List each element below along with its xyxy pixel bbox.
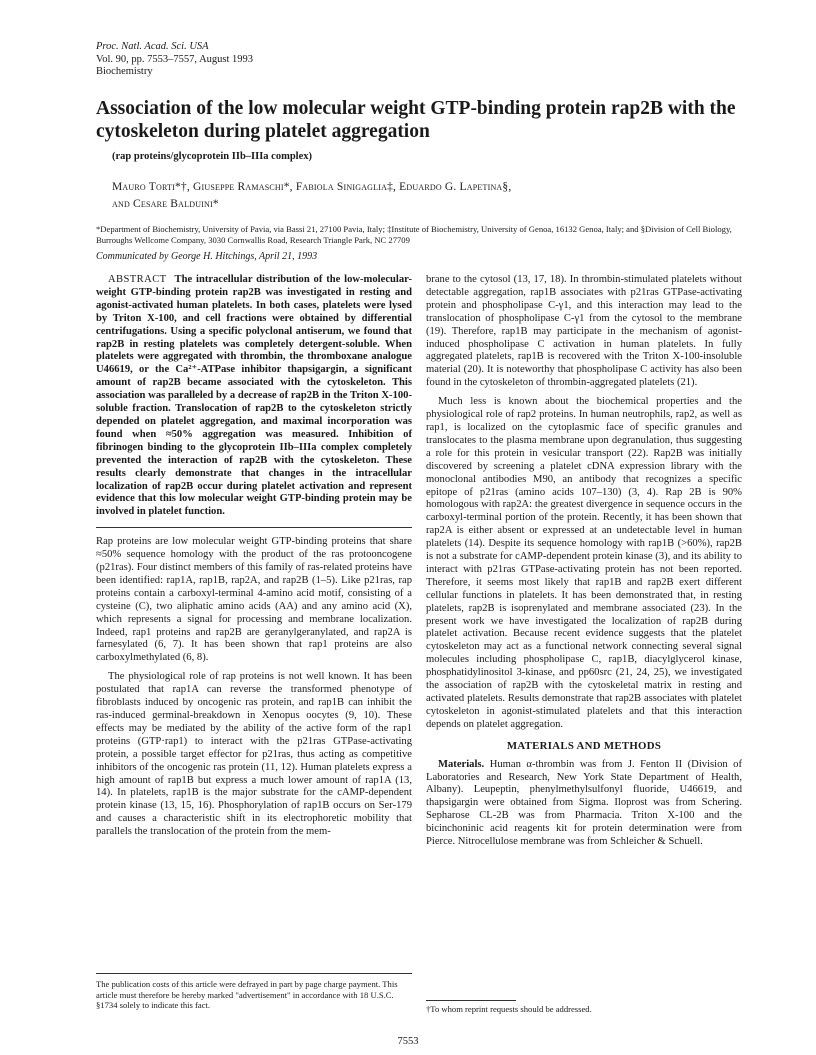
- reprint-footnote-text: †To whom reprint requests should be addressed.: [426, 1004, 592, 1014]
- intro-paragraph-2: The physiological role of rap proteins is not well known. It has been postulated that rap1A can reverse the transformed phenotype of fibroblasts induced by oncogenic ras protein, and rap1B can inhibit the ras-induced germinal-breakdown in Xenopus oocytes (9, 10). These effects may be mediated by the ability of the active form of the rap1 proteins (GTP·rap1) to interact with the p21ras GTPase-activating protein, a possible target effector for p21ras, thus acting as competitive inhibitors of the oncogenic ras protein (11, 12). Human platelets express a high amount of rap1B but express a much lower amount of rap1A (13, 14). In platelets, rap1B is the major substrate for the cAMP-dependent protein kinase (13, 15, 16). Phosphorylation of rap1B occurs on Ser-179 and causes a characteristic shift in its electrophoretic mobility that parallels the translocation of the protein from the mem-: [96, 671, 412, 838]
- page-number: 7553: [397, 1036, 419, 1047]
- abstract: [96, 274, 412, 519]
- publication-cost-text: The publication costs of this article were defrayed in part by page charge payment. This article must therefore be hereby marked "advertisement" in accordance with 18 U.S.C. §1734 solely to indicate this fact.: [96, 979, 398, 1010]
- journal-section: Biochemistry: [96, 66, 153, 77]
- footnote-divider-right: [426, 1000, 516, 1001]
- keywords: (rap proteins/glycoprotein IIb–IIIa complex): [112, 151, 312, 162]
- journal-name: Proc. Natl. Acad. Sci. USA: [96, 41, 209, 52]
- journal-header: [96, 41, 253, 79]
- abstract-divider: [96, 527, 412, 528]
- publication-cost-footnote: [96, 973, 412, 1011]
- right-column: [426, 274, 742, 855]
- affiliations: *Department of Biochemistry, University of Pavia, via Bassi 21, 27100 Pavia, Italy; ‡Institute of Biochemistry, University of Genoa, 16132 Genoa, Italy; and §Division of Cell Biology, Burroughs Wellcome Company, 3030 Cornwallis Road, Research Triangle Park, NC 27709: [96, 224, 732, 245]
- intro-paragraph-1: Rap proteins are low molecular weight GTP-binding proteins that share ≈50% sequence homology with the product of the ras protooncogene (p21ras). Four distinct members of this family of ras-related proteins have been identified: rap1A, rap1B, rap2A, and rap2B (1–5). Like p21ras, rap proteins contain a carboxyl-terminal 4-amino acid motif, consisting of a cysteine (C), two aliphatic amino acids (AA) and any amino acid (X), which represents a signal for processing and membrane localization. Indeed, rap1 proteins and rap2B are geranylgeranylated, and rap2A is farnesylated (6, 7). It has been shown that rap1 proteins are also carboxylmethylated (6, 8).: [96, 536, 412, 664]
- intro-paragraph-3: brane to the cytosol (13, 17, 18). In thrombin-stimulated platelets without detectable aggregation, rap1B associates with p21ras GTPase-activating protein and phospholipase C-γ1, and this interaction may lead to the translocation of phospholipase C-γ1 from the cytosol to the membrane (19). Therefore, rap1B may participate in the mechanism of agonist-induced phospholipase C activation in human platelets. In fully aggregated platelets, rap1B is recovered with the Triton X-100-insoluble material (20). It is noteworthy that phospholipase C activity has also been found in the cytoskeleton of thrombin-aggregated platelets (21).: [426, 274, 742, 389]
- journal-volume: Vol. 90, pp. 7553–7557, August 1993: [96, 53, 254, 65]
- abstract-label: ABSTRACT: [108, 274, 167, 285]
- materials-paragraph: [426, 759, 742, 849]
- materials-label: Materials.: [438, 758, 485, 770]
- left-column: [96, 274, 412, 845]
- materials-text: Human α-thrombin was from J. Fenton II (Division of Laboratories and Research, New York State Department of Health, Albany). Leupeptin, phenylmethylsulfonyl fluoride, U46619, and thapsigargin were obtained from Sigma. Iloprost was from Schering. Sepharose CL-2B was from Pharmacia. Triton X-100 and the bicinchoninic acid reagents kit for protein determination were from Pierce. Nitrocellulose membrane was from Schleicher & Schuell.: [426, 758, 742, 848]
- methods-heading: MATERIALS AND METHODS: [506, 739, 662, 752]
- intro-paragraph-4: Much less is known about the biochemical properties and the physiological role of rap2 proteins. In human neutrophils, rap2, as well as rap1, is localized on the cytoplasmic face of specific granules and translocates to the plasma membrane upon degranulation, thus suggesting a role for this protein in vesicular transport (22). Rap2B was initially discovered by screening a platelet cDNA expression library with the monoclonal antibodies M90, an antibody that recognizes a specific epitope of p21ras (amino acids 107–130) (3, 4). Rap 2B is 90% homologous with rap2A: the greatest divergence in sequence occurs in the carboxyl-terminal portion of the protein. Recently, it has been shown that rap2A is either absent or expressed at an undetectable level in human platelets (14). Despite its sequence homology with rap1B (>60%), rap2B is not a substrate for cAMP-dependent protein kinase (3), and its ability to interact with p21ras GTPase-activating protein has not been reported. Therefore, it seems most likely that rap1B and rap2B exert different cellular functions in platelets. It has been demonstrated that, in resting platelets, rap2B is isoprenylated and membrane associated (23). In the present work we have investigated the localization of rap2B during platelet activation. Because recent evidence suggests that the platelet cytoskeleton may act as a functional network connecting several signal molecules including phospholipase C, rap1B, diacylglycerol kinase, phosphatidylinositol 3-kinase, and pp60src (21, 24, 25), we investigated the association of rap2B with the cytoskeletal matrix in resting and activated platelets. Results demonstrate that rap2B associates with platelet cytoskeleton in agonist-stimulated platelets and that this interaction depends on platelet aggregation.: [426, 396, 742, 730]
- footnote-divider: [96, 973, 412, 974]
- reprint-footnote: [426, 1000, 742, 1014]
- communicated-by: Communicated by George H. Hitchings, April 21, 1993: [96, 251, 318, 262]
- authors-line-2: and Cesare Balduini*: [112, 198, 219, 210]
- author-list: [112, 179, 511, 213]
- article-title: Association of the low molecular weight GTP-binding protein rap2B with the cytoskeleton during platelet aggregation: [96, 98, 736, 142]
- abstract-text: The intracellular distribution of the low-molecular-weight GTP-binding protein rap2B was investigated in resting and agonist-activated human platelets. In both cases, platelets were lysed by Triton X-100, and cell fractions were obtained by differential centrifugations. Using a specific polyclonal antiserum, we found that rap2B in resting platelets was completely detergent-soluble. When platelets were aggregated with thrombin, the thromboxane analogue U46619, or the Ca²⁺-ATPase inhibitor thapsigargin, a significant amount of rap2B became associated with the cytoskeleton. This association was paralleled by a decrease of rap2B in the Triton X-100-soluble fraction. Translocation of rap2B to the cytoskeleton strictly depended on platelet aggregation, and maximal incorporation was found when ≈50% aggregation was measured. Inhibition of fibrinogen binding to the glycoprotein IIb–IIIa complex completely prevented the interaction of rap2B with the cytoskeleton. These results clearly demonstrate that changes in the intracellular localization of rap2B occur during platelet activation and represent evidence that this low molecular weight GTP-binding protein may be involved in platelet function.: [96, 274, 412, 518]
- authors-line-1: Mauro Torti*†, Giuseppe Ramaschi*, Fabiola Sinigaglia‡, Eduardo G. Lapetina§,: [112, 181, 512, 193]
